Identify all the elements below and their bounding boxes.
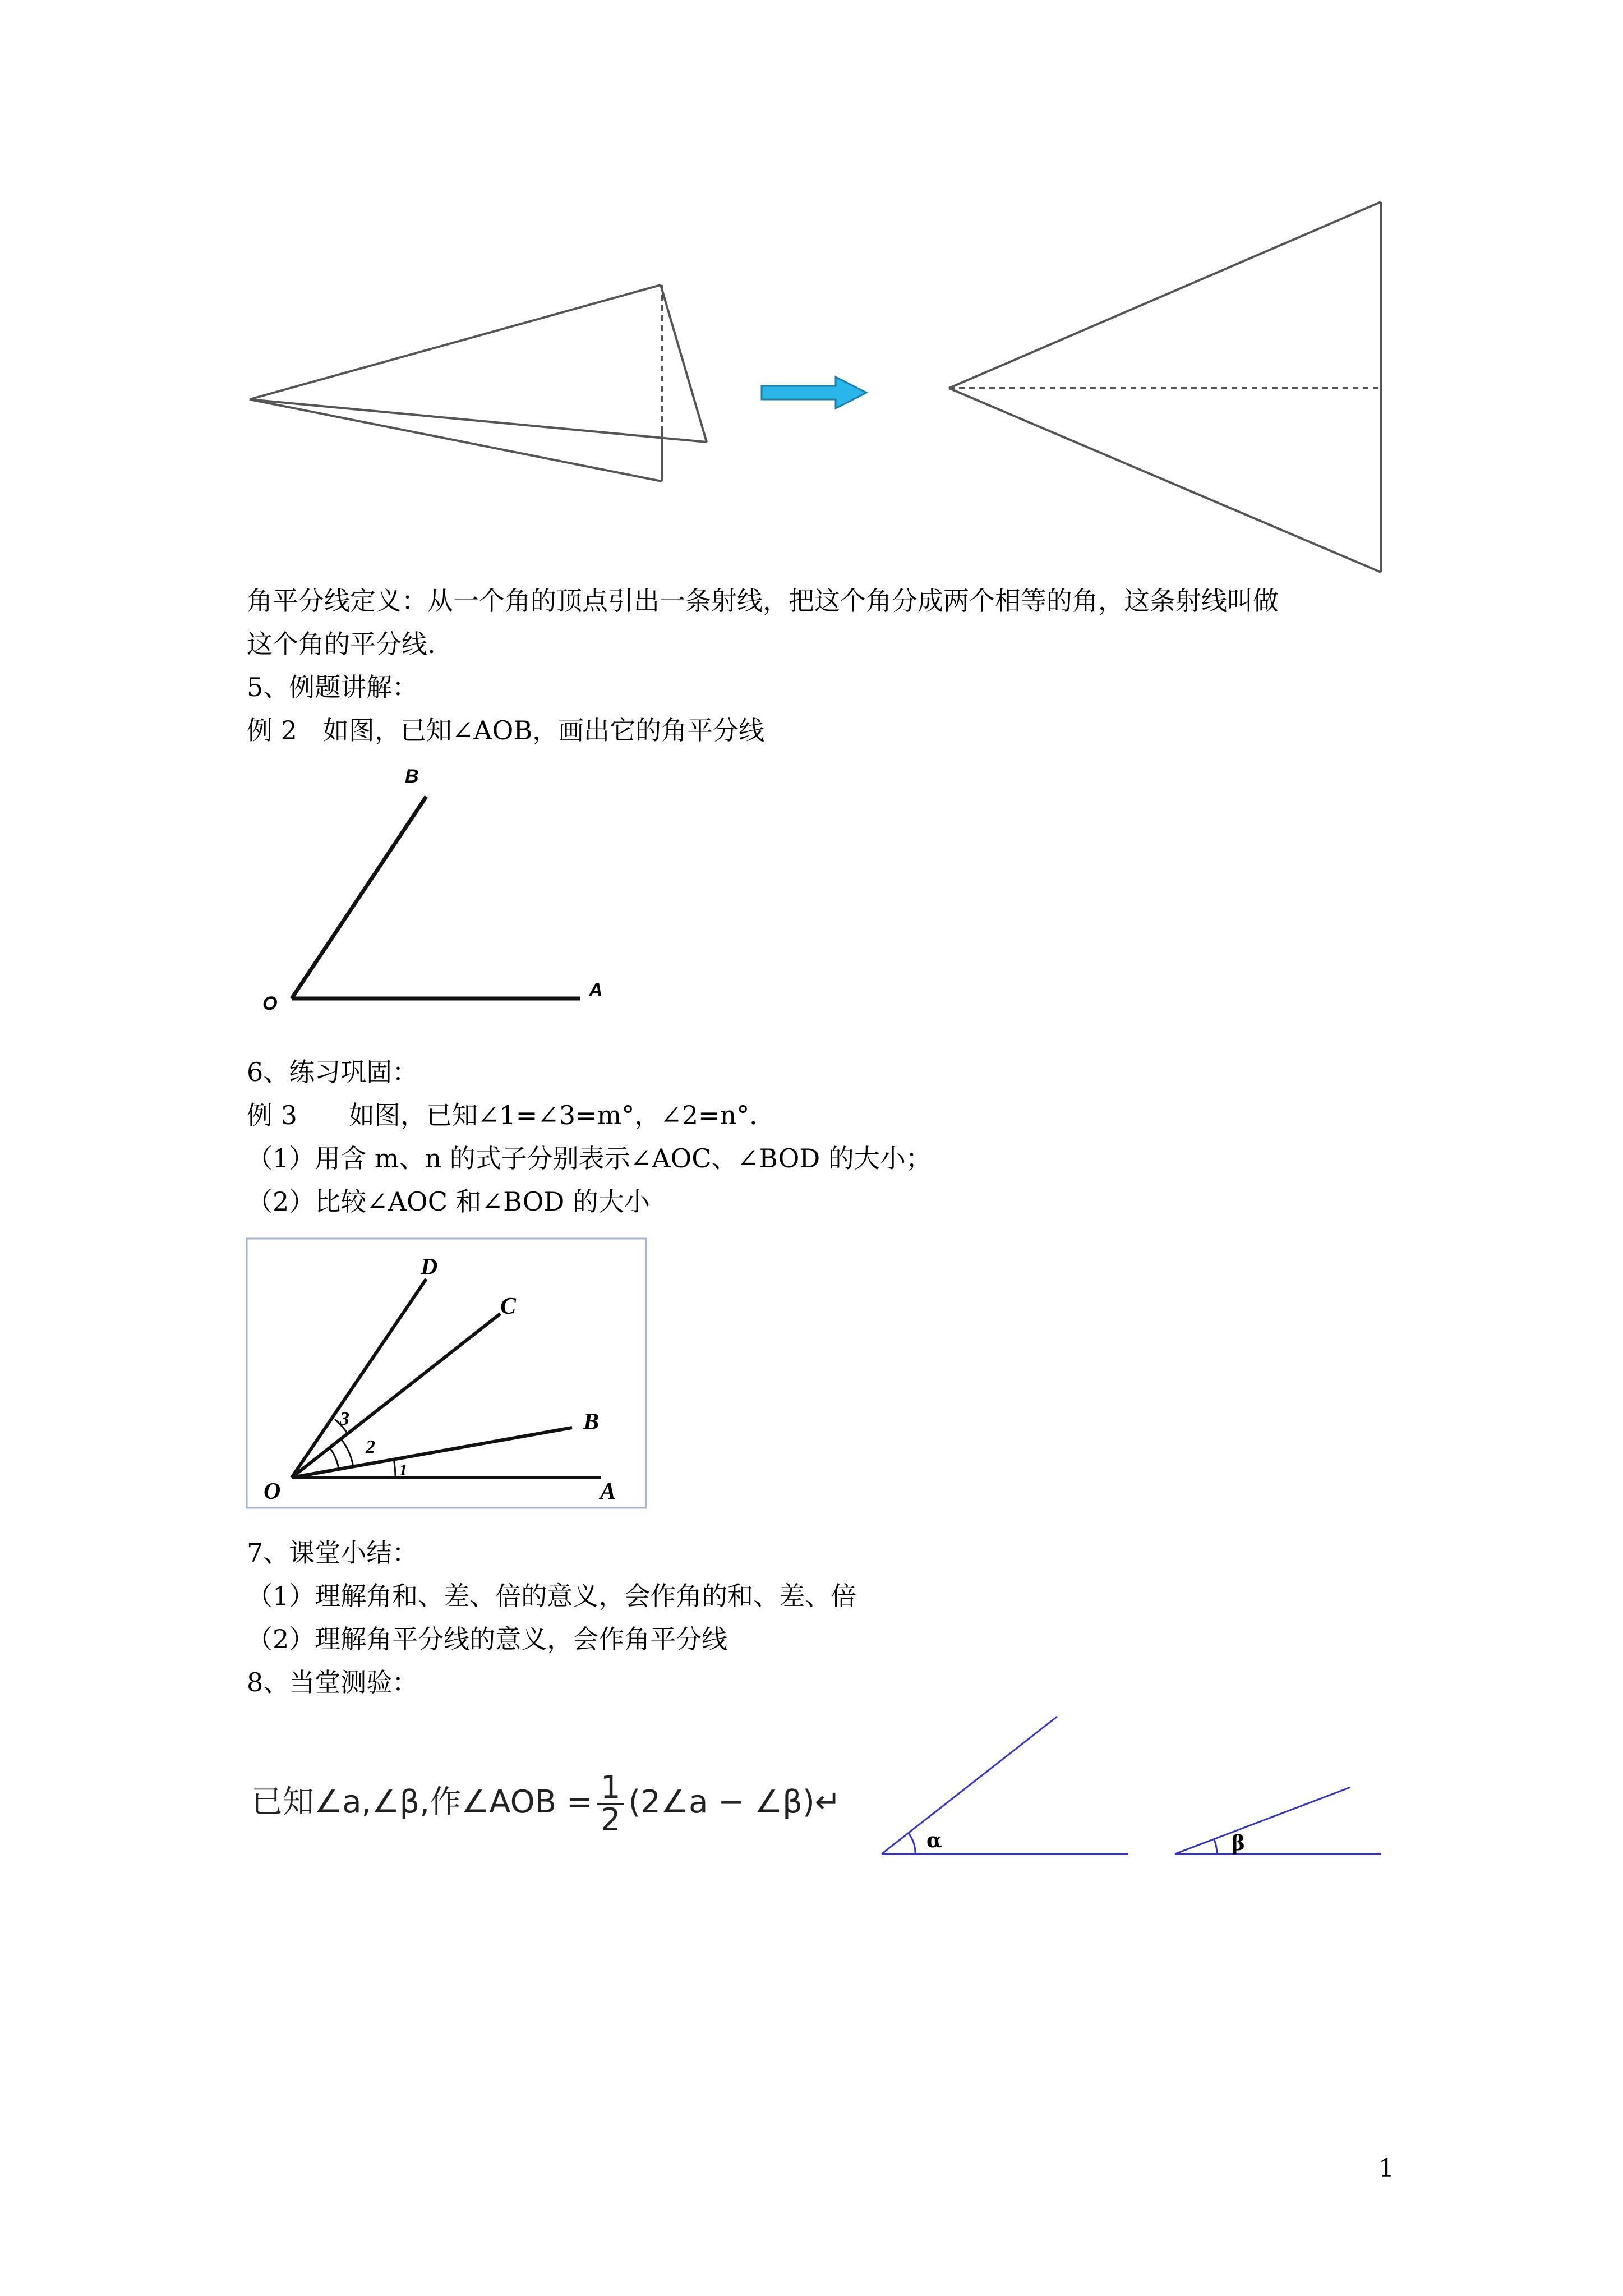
example2-text: 例 2 如图，已知∠AOB，画出它的角平分线 (247, 715, 765, 746)
angle-alpha (882, 1717, 1128, 1854)
question2-text: （2）比较∠AOC 和∠BOD 的大小 (247, 1186, 650, 1217)
label-c: C (500, 1294, 517, 1319)
formula-denominator: 2 (600, 1802, 621, 1838)
section5-heading: 5、例题讲解： (247, 672, 418, 702)
label-a: A (589, 979, 603, 1001)
definition-line-2: 这个角的平分线. (247, 629, 436, 659)
alpha-label: α (926, 1829, 942, 1852)
example3-text: 例 3 如图，已知∠1=∠3=m°，∠2=n°． (247, 1100, 776, 1130)
section7-heading: 7、课堂小结： (247, 1538, 418, 1568)
summary-item-1: （1）理解角和、差、倍的意义，会作角的和、差、倍 (247, 1581, 857, 1611)
label-angle-1: 1 (399, 1462, 407, 1479)
label-angle-2: 2 (366, 1437, 375, 1457)
formula-prefix: 已知∠a,∠β,作∠AOB = (251, 1784, 593, 1821)
label-o2: O (264, 1479, 281, 1504)
summary-item-2: （2）理解角平分线的意义，会作角平分线 (247, 1624, 728, 1654)
label-o: O (262, 993, 278, 1014)
formula-numerator: 1 (597, 1773, 624, 1805)
section6-heading: 6、练习巩固： (247, 1057, 418, 1087)
definition-line-1: 角平分线定义：从一个角的顶点引出一条射线，把这个角分成两个相等的角，这条射线叫做 (247, 586, 1279, 616)
label-b: B (405, 766, 419, 787)
section8-heading: 8、当堂测验： (247, 1667, 418, 1697)
question1-text: （1）用含 m、n 的式子分别表示∠AOC、∠BOD 的大小； (247, 1143, 932, 1174)
beta-label: β (1232, 1832, 1245, 1855)
page-number: 1 (1378, 2154, 1394, 2183)
label-angle-3: 3 (340, 1409, 349, 1429)
angle-beta (1175, 1787, 1381, 1854)
label-d: D (421, 1254, 438, 1280)
formula-suffix: (2∠a − ∠β)↵ (628, 1784, 841, 1821)
label-b2: B (583, 1409, 600, 1435)
label-a2: A (600, 1479, 616, 1504)
